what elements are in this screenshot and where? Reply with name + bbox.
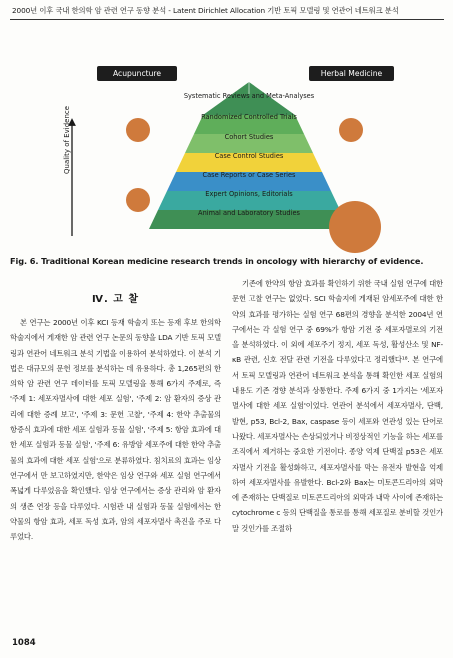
level-label: Randomized Controlled Trials — [201, 113, 297, 121]
figure-caption: Fig. 6. Traditional Korean medicine research trends in oncology with hierarchy of evidence. — [10, 256, 424, 266]
level-label: Systematic Reviews and Meta-Analyses — [183, 92, 315, 100]
left-column — [10, 288, 221, 544]
acupuncture-circle-bottom — [126, 188, 150, 212]
level-label: Cohort Studies — [224, 133, 274, 141]
level-label: Expert Opinions, Editorials — [205, 190, 293, 198]
evidence-pyramid-figure — [10, 22, 444, 254]
acupuncture-circle-top — [126, 118, 150, 142]
body-paragraph: 본 연구는 2000년 이후 KCI 등재 학술지 또는 등재 후보 한의학 학술지에서 게재한 암 관련 연구 논문의 동향을 LDA 기반 토픽 모델링과 연관어 네트워크 분석 기법을 이용하여 분석하였다. 이 분석 기법은 대규모의 문헌 정보를 분석하는 데 유용하다. 총 1,265편의 한의학 암 관련 연구 데이터를 토픽 모델링을 통해 6가지 주제로, 즉 '주제 1: 세포자멸사에 대한 세포 실험', '주제 2: 암 환자의 증상 관리에 대한 증례 보고', '주제 3: 문헌 고찰', '주제 4: 한약 추출물의 항증식 효과에 대한 세포 실험과 동물 실험', '주제 5: 항암 효과에 대한 세포 실험과 동물 실험', '주제 6: 유방암 세포주에 대한 한약 추출물의 효과에 대한 세포 실험'으로 분류하였다. 침치료의 효과는 임상 연구에서 만 보고하였지만, 한약은 임상 연구와 세포 실험 연구에서 폭넓게 다루었음을 확인했다. 임상 연구에서는 증상 관리와 암 환자의 생존 연장 등을 다루었다. 시험관 내 실험과 동물 실험에서는 한약물의 항암 효과, 세포 독성 효과, 암의 세포자멸사 촉진을 주로 다루었다. — [10, 318, 221, 542]
level-label: Case Reports or Case Series — [202, 171, 296, 179]
body-paragraph: 기존에 한약의 항암 효과를 확인하기 위한 국내 실험 연구에 대한 문헌 고찰 연구는 없었다. SCI 학술지에 게재된 암세포주에 대한 한약의 효과를 평가하는 실험 연구 68편의 경향을 분석한 2004년 연구에서는 각 실험 연구 중 69%가 항암 기전 중 세포자멸로의 기전을 분석하였다. 이 외에 세포주기 정지, 세포 독성, 활성산소 및 NF-κB 관련, 신호 전달 관련 기전을 다루었다고 정리했다¹⁸. 본 연구에서 토픽 모델링과 연관어 네트워크 분석을 통해 확인한 세포 실험의 내용도 기존 경향 분석과 상통한다. 주제 6가지 중 1가지는 '세포자멸사에 대한 세포 실험'이었다. 연관어 분석에서 세포자멸사, 단백, 발현, p53, Bcl-2, Bax, caspase 등이 세포와 연관성 있는 단어로 나왔다. 세포자멸사는 손상되었거나 비정상적인 기능을 하는 세포를 조직에서 제거하는 중요한 기전이다. 종양 억제 단백질 p53은 세포자멸사 기전을 활성화하고, 세포자멸사를 막는 유전자 발현을 억제하여 세포자멸사를 유발한다. Bcl-2와 Bax는 미토콘드리아의 외막에 존재하는 단백질로 미토콘드리아의 외막과 내막 사이에 존재하는 cytochrome c 등의 단백질을 통로를 통해 세포질로 분비할 것인가 말 것인가를 조절하 — [232, 279, 443, 533]
herbal-circle-bottom — [329, 201, 381, 253]
level-label: Case Control Studies — [214, 152, 284, 160]
running-head: 2000년 이후 국내 한의학 암 관련 연구 동향 분석 - Latent Dirichlet Allocation 기반 토픽 모델링 및 연관어 네트워크 분석 — [12, 6, 399, 15]
y-axis-label: Quality of Evidence — [63, 105, 71, 174]
level-label: Animal and Laboratory Studies — [198, 209, 300, 217]
acupuncture-tag: Acupuncture — [97, 66, 177, 81]
page-number: 1084 — [12, 638, 36, 648]
section-heading: Ⅳ. 고 찰 — [91, 294, 140, 305]
herbal-medicine-tag: Herbal Medicine — [309, 66, 394, 81]
herbal-circle-top — [339, 118, 363, 142]
header-rule — [10, 19, 444, 20]
right-column — [232, 276, 443, 536]
